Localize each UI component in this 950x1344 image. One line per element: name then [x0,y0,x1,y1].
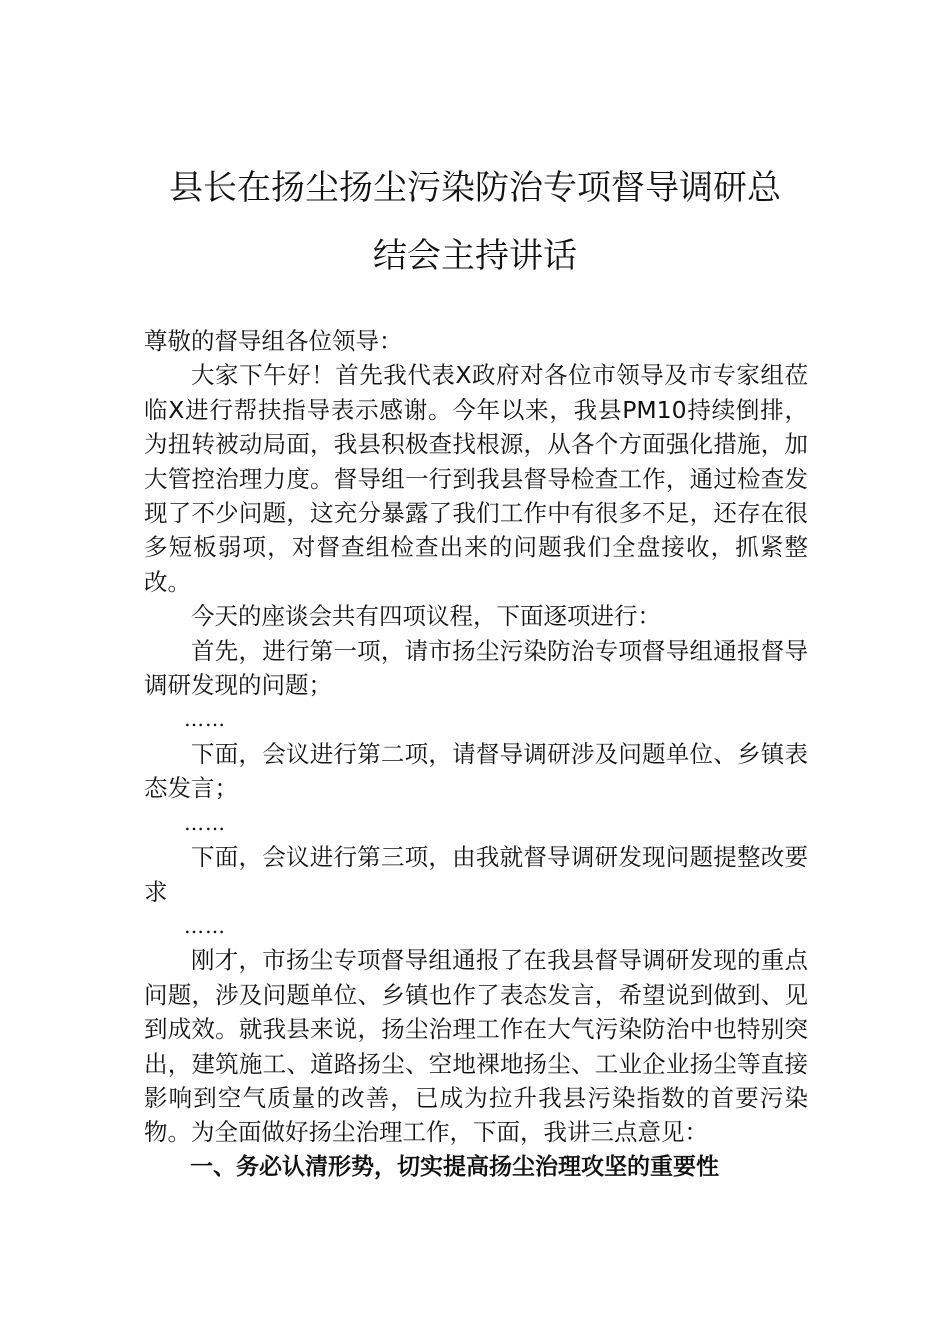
ellipsis-2: …… [184,810,226,835]
paragraph-agenda-intro: 今天的座谈会共有四项议程，下面逐项进行： [191,602,661,631]
document-title-line-2: 结会主持讲话 [373,236,577,276]
paragraph-agenda-item-1: 首先，进行第一项，请市扬尘污染防治专项督导组通报督导调研发现的问题； [144,636,808,700]
salutation: 尊敬的督导组各位领导： [144,327,403,355]
document-title-line-1: 县长在扬尘扬尘污染防治专项督导调研总 [169,168,781,208]
paragraph-summary: 刚才，市扬尘专项督导组通报了在我县督导调研发现的重点问题，涉及问题单位、乡镇也作了表态发言，希望说到做到、见到成效。就我县来说，扬尘治理工作在大气污染防治中也特别突出，建筑施工、道路扬尘、空地裸地扬尘、工业企业扬尘等直接影响到空气质量的改善，已成为拉升我县污染指数的首要污染物。为全面做好扬尘治理工作，下面，我讲三点意见： [144,946,808,1147]
document-body [144,324,808,1184]
paragraph-agenda-item-3: 下面，会议进行第三项，由我就督导调研发现问题提整改要求 [144,843,808,906]
section-heading-1: 一、务必认清形势，切实提高扬尘治理攻坚的重要性 [190,1152,719,1180]
ellipsis-1: …… [184,707,226,732]
paragraph-opening: 大家下午好！首先我代表X政府对各位市领导及市专家组莅临X进行帮扶指导表示感谢。今年以来，我县PM10持续倒排，为扭转被动局面，我县积极查找根源，从各个方面强化措施，加大管控治理力度。督导组一行到我县督导检查工作，通过检查发现了不少问题，这充分暴露了我们工作中有很多不足，还存在很多短板弱项，对督查组检查出来的问题我们全盘接收，抓紧整改。 [144,361,808,596]
paragraph-agenda-item-2: 下面，会议进行第二项，请督导调研涉及问题单位、乡镇表态发言； [144,739,808,803]
ellipsis-3: …… [184,913,226,938]
